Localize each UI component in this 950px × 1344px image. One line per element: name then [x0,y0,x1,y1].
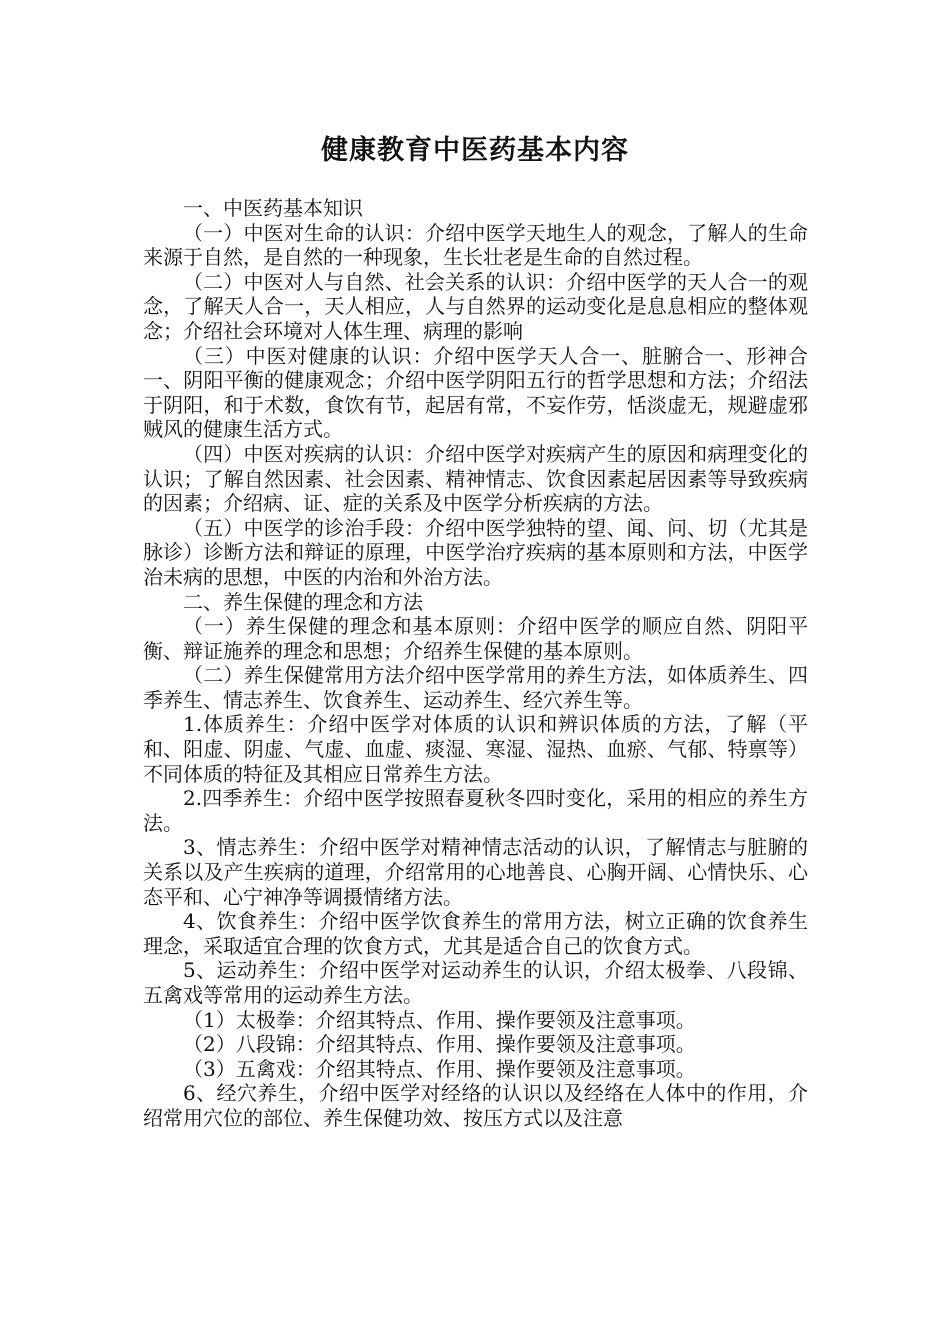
document-title: 健康教育中医药基本内容 [321,135,629,166]
paragraph: （二）中医对人与自然、社会关系的认识：介绍中医学的天人合一的观念，了解天人合一，天人相应，人与自然界的运动变化是息息相应的整体观念；介绍社会环境对人体生理、病理的影响 [143,269,808,343]
paragraph: （一）养生保健的理念和基本原则：介绍中医学的顺应自然、阴阳平衡、辩证施养的理念和思想；介绍养生保健的基本原则。 [143,614,808,663]
paragraph: （3）五禽戏：介绍其特点、作用、操作要领及注意事项。 [183,1056,696,1081]
paragraph: （三）中医对健康的认识：介绍中医学天人合一、脏腑合一、形神合一、阴阳平衡的健康观念；介绍中医学阴阳五行的哲学思想和方法；介绍法于阴阳，和于术数，食饮有节，起居有常，不妄作劳，恬淡虚无，规避虚邪贼风的健康生活方式。 [143,343,808,442]
document-body [143,196,808,1131]
paragraph: 1.体质养生：介绍中医学对体质的认识和辨识体质的方法，了解（平和、阳虚、阴虚、气虚、血虚、痰湿、寒湿、湿热、血瘀、气郁、特禀等）不同体质的特征及其相应日常养生方法。 [143,712,808,786]
paragraph: （1）太极拳：介绍其特点、作用、操作要领及注意事项。 [183,1007,696,1032]
paragraph: 6、经穴养生，介绍中医学对经络的认识以及经络在人体中的作用，介绍常用穴位的部位、养生保健功效、按压方式以及注意 [143,1081,808,1130]
paragraph: 5、运动养生：介绍中医学对运动养生的认识，介绍太极拳、八段锦、五禽戏等常用的运动养生方法。 [143,958,808,1007]
paragraph: （四）中医对疾病的认识：介绍中医学对疾病产生的原因和病理变化的认识；了解自然因素、社会因素、精神情志、饮食因素起居因素等导致疾病的因素；介绍病、证、症的关系及中医学分析疾病的方法。 [143,441,808,516]
paragraph: （二）养生保健常用方法介绍中医学常用的养生方法，如体质养生、四季养生、情志养生、饮食养生、运动养生、经穴养生等。 [143,663,808,712]
paragraph: （2）八段锦：介绍其特点、作用、操作要领及注意事项。 [183,1032,696,1057]
paragraph: 3、情志养生：介绍中医学对精神情志活动的认识，了解情志与脏腑的关系以及产生疾病的道理，介绍常用的心地善良、心胸开阔、心情快乐、心态平和、心宁神净等调摄情绪方法。 [143,835,808,909]
paragraph-section-2-heading: 二、养生保健的理念和方法 [183,589,423,614]
paragraph: 2.四季养生：介绍中医学按照春夏秋冬四时变化，采用的相应的养生方法。 [143,786,808,835]
paragraph: （五）中医学的诊治手段：介绍中医学独特的望、闻、问、切（尤其是脉诊）诊断方法和辩证的原理，中医学治疗疾病的基本原则和方法，中医学治未病的思想，中医的内治和外治方法。 [143,515,808,589]
paragraph: （一）中医对生命的认识：介绍中医学天地生人的观念，了解人的生命来源于自然，是自然的一种现象，生长壮老是生命的自然过程。 [143,220,808,270]
paragraph: 4、饮食养生：介绍中医学饮食养生的常用方法，树立正确的饮食养生理念，采取适宜合理的饮食方式，尤其是适合自己的饮食方式。 [143,909,808,958]
paragraph-section-1-heading: 一、中医药基本知识 [183,196,363,220]
